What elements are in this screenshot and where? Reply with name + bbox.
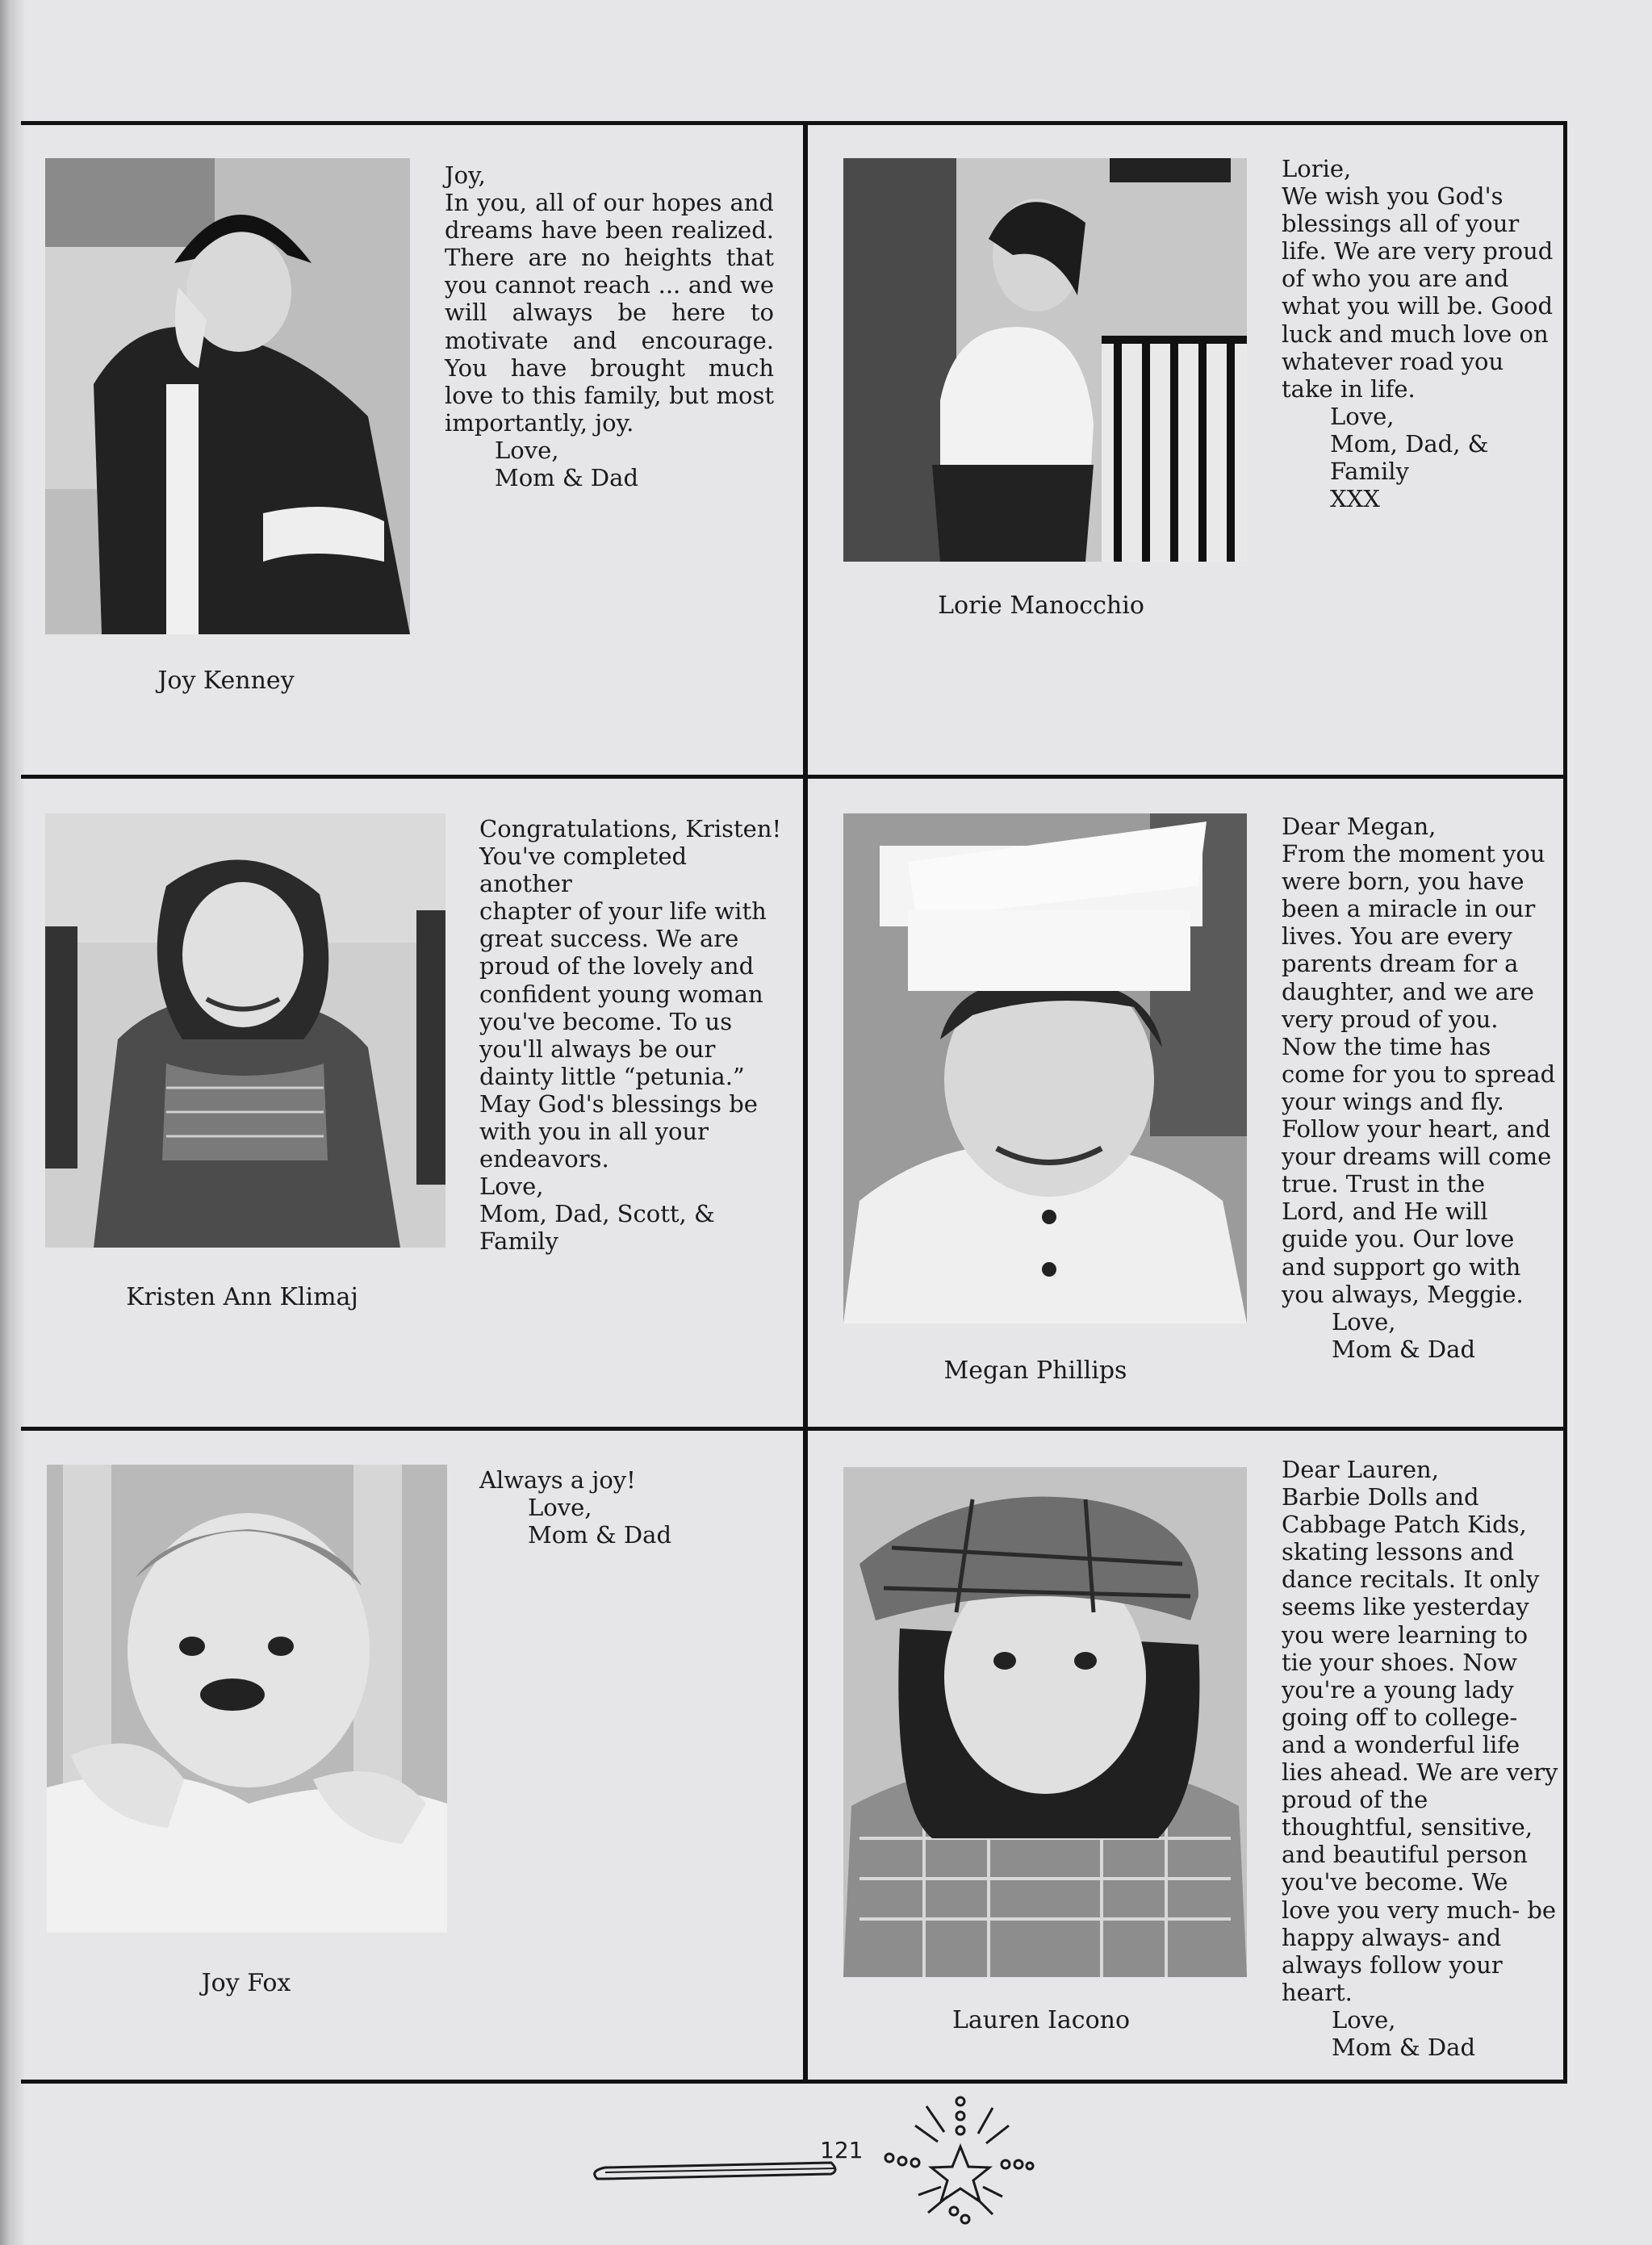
message-megan-phillips: Dear Megan, From the moment you were born, you have been a miracle in our lives. You are every parents dream for a daughter, and we are very proud of you. Now the time has come for you to spread your wings and fly. Follow your heart, and your dreams will come true. Trust in the Lord, and He will guide you. Our love and support go with you always, Meggie. Love, Mom & Dad (1282, 813, 1556, 1363)
grid-divider-vertical (803, 121, 808, 2084)
name-megan-phillips: Megan Phillips (943, 1357, 1127, 1385)
message-kristen-klimaj: Congratulations, Kristen! You've completed another chapter of your life with great success. We are proud of the lovely and confident young woman you've become. To us you'll always be our dainty little “petunia.” May God's blessings be with you in all your endeavors. Love, Mom, Dad, Scott, & Family (479, 815, 782, 1256)
star-ornament-icon (589, 2090, 1041, 2227)
photo-lorie-manocchio (843, 158, 1247, 562)
name-joy-fox: Joy Fox (201, 1969, 291, 1997)
message-joy-kenney: Joy, In you, all of our hopes and dreams have been realized. There are no heights that you cannot reach ... and we will always be here to motivate and encourage. You have brought much love to this family, but most importantly, joy. Love, Mom & Dad (445, 161, 774, 492)
name-joy-kenney: Joy Kenney (157, 667, 295, 695)
message-lauren-iacono: Dear Lauren, Barbie Dolls and Cabbage Patch Kids, skating lessons and dance recitals. It only seems like yesterday you were learning to tie your shoes. Now you're a young lady going off to college- and a wonderful life lies ahead. We are very proud of the thoughtful, sensitive, and beautiful person you've become. We love you very much- be happy always- and always follow your heart. Love, Mom & Dad (1282, 1456, 1558, 2061)
name-kristen-klimaj: Kristen Ann Klimaj (126, 1283, 358, 1311)
name-lorie-manocchio: Lorie Manocchio (938, 592, 1144, 620)
page-number: 121 (820, 2137, 864, 2163)
message-joy-fox: Always a joy! Love, Mom & Dad (479, 1466, 672, 1549)
photo-joy-kenney (45, 158, 410, 634)
grid-divider-row-1 (21, 775, 1567, 779)
photo-lauren-iacono (843, 1467, 1247, 1977)
name-lauren-iacono: Lauren Iacono (951, 2006, 1131, 2034)
photo-kristen-klimaj (45, 813, 445, 1248)
message-lorie-manocchio: Lorie, We wish you God's blessings all of your life. We are very proud of who you are and what you will be. Good luck and much love on whatever road you take in life. Love, Mom, Dad, & Family XXX (1282, 155, 1554, 513)
photo-joy-fox (47, 1465, 447, 1933)
grid-divider-row-2 (21, 1427, 1567, 1431)
photo-megan-phillips (843, 813, 1247, 1323)
